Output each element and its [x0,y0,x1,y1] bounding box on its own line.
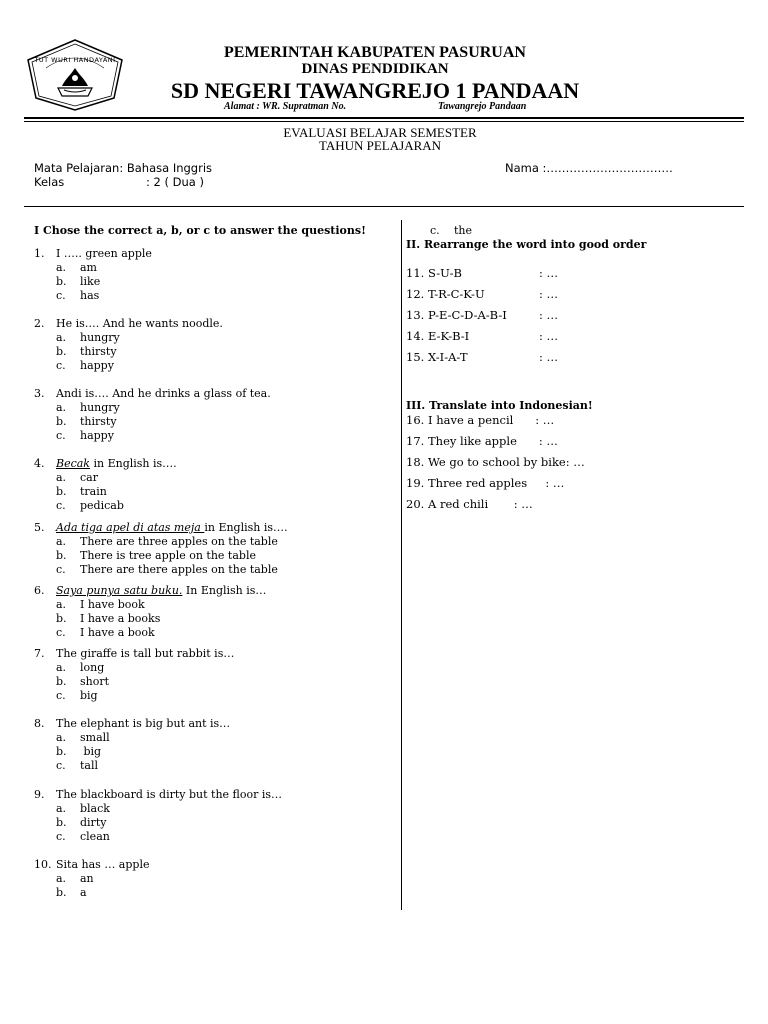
question-text: Sita has … apple [56,858,150,871]
answer-option [56,499,124,513]
option-letter: a. [56,331,67,344]
item-number: 12. [406,287,425,301]
option-letter: b. [56,485,67,498]
answer-option [56,745,101,759]
option-text: hungry [80,331,120,344]
answer-option [56,289,99,303]
question-9 [34,788,282,802]
option-text: short [80,675,110,688]
item-number: 15. [406,350,425,364]
answer-option [56,415,117,429]
school-name: SD NEGERI TAWANGREJO 1 PANDAAN [170,78,580,103]
option-text: happy [80,359,114,372]
section-3-title: III. Translate into Indonesian! [406,399,593,412]
scrambled-word: P-E-C-D-A-B-I [428,308,507,322]
translate-item [406,434,558,448]
item-number: 11. [406,266,425,280]
answer-option [56,802,110,816]
option-letter: a. [56,261,67,274]
item-number: 19. [406,476,425,490]
name-field: Nama :…………………………… [505,161,673,175]
question-1 [34,247,152,261]
option-text: long [80,661,105,674]
question-7 [34,647,234,661]
answer-option [56,401,120,415]
option-text: am [80,261,97,274]
svg-text:TUT WURI HANDAYANI: TUT WURI HANDAYANI [34,56,116,64]
rearrange-item [406,308,559,322]
question-5 [34,521,288,535]
option-letter: b. [56,612,67,625]
question-4 [34,457,177,471]
question-number: 6. [34,584,45,597]
answer-option [56,471,98,485]
option-text: thirsty [80,345,117,358]
option-text: car [80,471,98,484]
option-letter: b. [56,675,67,688]
item-number: 16. [406,413,425,427]
answer-option [56,886,87,900]
option-letter: a. [56,872,67,885]
sentence: Three red apples : … [428,476,565,490]
class-value: : 2 ( Dua ) [146,175,204,189]
question-text: He is…. And he wants noodle. [56,317,223,330]
option-text: happy [80,429,114,442]
question-text: The giraffe is tall but rabbit is… [56,647,235,660]
answer-option [56,731,110,745]
option-text: a [80,886,87,899]
class-label: Kelas [34,175,65,189]
section-2-title: II. Rearrange the word into good order [406,238,647,251]
answer-option [56,661,104,675]
answer-blank: : … [539,329,559,343]
question-2 [34,317,223,331]
answer-option [56,689,98,703]
rearrange-item [406,329,559,343]
option-letter: b. [56,345,67,358]
department-title: DINAS PENDIDIKAN [301,61,449,77]
question-number: 5. [34,521,45,534]
sentence: I have a pencil : … [428,413,555,427]
option-text: There is tree apple on the table [80,549,256,562]
option-letter: b. [56,415,67,428]
item-number: 17. [406,434,425,448]
option-text: has [80,289,100,302]
option-letter: a. [56,401,67,414]
school-year: TAHUN PELAJARAN [318,138,442,153]
question-number: 2. [34,317,45,330]
option-letter: b. [56,886,67,899]
option-letter: c. [56,289,66,302]
option-letter: a. [56,802,67,815]
rearrange-item [406,287,559,301]
question-text: Andi is…. And he drinks a glass of tea. [56,387,271,400]
answer-option [56,549,256,563]
answer-option [56,331,120,345]
option-letter: c. [56,689,66,702]
answer-option [56,830,110,844]
answer-option [56,626,155,640]
option-text: train [80,485,107,498]
item-number: 13. [406,308,425,322]
answer-option [56,598,145,612]
tut-wuri-handayani-logo [22,38,128,112]
info-rule [24,206,744,207]
question-phrase: Becak [56,457,90,470]
option-letter: b. [56,549,67,562]
option-text: like [80,275,101,288]
option-letter: a. [56,661,67,674]
question-text: in English is…. [89,457,177,470]
translate-item [406,413,554,427]
question-text: The elephant is big but ant is… [56,717,231,730]
answer-option [56,261,97,275]
option-text: pedicab [80,499,124,512]
option-letter: c. [56,429,66,442]
item-number: 18. [406,455,425,469]
answer-option [56,675,109,689]
option-letter: c. [56,830,66,843]
sentence: We go to school by bike: … [428,455,585,469]
option-text: There are there apples on the table [80,563,278,576]
item-number: 14. [406,329,425,343]
translate-item [406,476,564,490]
rearrange-item [406,266,559,280]
option-letter: c. [56,563,66,576]
answer-option [56,359,114,373]
sentence: A red chili : … [428,497,533,511]
option-text: I have a book [80,626,155,639]
answer-option [56,759,98,773]
option-letter: a. [56,471,67,484]
question-6 [34,584,266,598]
translate-item [406,497,533,511]
option-text: dirty [80,816,107,829]
question-10-option-c: c. the [430,224,473,237]
option-text: an [80,872,94,885]
answer-blank: : … [539,350,559,364]
question-text: In English is… [182,584,267,597]
question-10 [34,858,149,872]
question-text: in English is…. [204,521,288,534]
answer-option [56,429,114,443]
question-text: The blackboard is dirty but the floor is… [56,788,283,801]
section-1-title: I Chose the correct a, b, or c to answer the questions! [34,224,366,237]
option-letter: b. [56,275,67,288]
column-divider [401,220,402,910]
header-rule [24,117,744,122]
answer-option [56,563,278,577]
answer-blank: : … [539,266,559,280]
question-number: 7. [34,647,45,660]
option-text: There are three apples on the table [80,535,278,548]
answer-option [56,816,106,830]
answer-option [56,485,107,499]
rearrange-item [406,350,559,364]
option-letter: b. [56,816,67,829]
scrambled-word: T-R-C-K-U [428,287,485,301]
question-phrase: Ada tiga apel di atas meja [56,521,205,534]
answer-option [56,535,278,549]
option-text: big [80,689,98,702]
scrambled-word: X-I-A-T [428,350,468,364]
answer-blank: : … [539,287,559,301]
option-text: hungry [80,401,120,414]
option-letter: c. [56,359,66,372]
school-address: Alamat : WR. Supratman No. [224,101,347,112]
question-number: 1. [34,247,45,260]
scrambled-word: E-K-B-I [428,329,470,343]
scrambled-word: S-U-B [428,266,463,280]
question-number: 8. [34,717,45,730]
question-3 [34,387,271,401]
option-letter: b. [56,745,67,758]
option-text: I have book [80,598,145,611]
gov-title: PEMERINTAH KABUPATEN PASURUAN [224,44,526,61]
answer-option [56,345,117,359]
option-letter: c. [56,499,66,512]
school-address-place: Tawangrejo Pandaan [438,101,527,112]
answer-option [56,612,160,626]
question-number: 4. [34,457,45,470]
subject-line: Mata Pelajaran: Bahasa Inggris [34,161,213,175]
exam-title: EVALUASI BELAJAR SEMESTER [283,125,477,140]
option-text: thirsty [80,415,117,428]
option-text: tall [80,759,99,772]
option-letter: a. [56,535,67,548]
option-text: I have a books [80,612,161,625]
option-letter: c. [56,759,66,772]
option-text: small [80,731,110,744]
item-number: 20. [406,497,425,511]
question-number: 3. [34,387,45,400]
question-number: 10. [34,858,52,871]
translate-item [406,455,585,469]
option-text: big [80,745,102,758]
question-text: I ….. green apple [56,247,152,260]
answer-blank: : … [539,308,559,322]
option-letter: c. [56,626,66,639]
option-text: clean [80,830,110,843]
option-text: black [80,802,110,815]
answer-option [56,275,100,289]
option-letter: a. [56,731,67,744]
question-8 [34,717,230,731]
question-number: 9. [34,788,45,801]
answer-option [56,872,94,886]
sentence: They like apple : … [428,434,558,448]
question-phrase: Saya punya satu buku. [56,584,183,597]
option-letter: a. [56,598,67,611]
